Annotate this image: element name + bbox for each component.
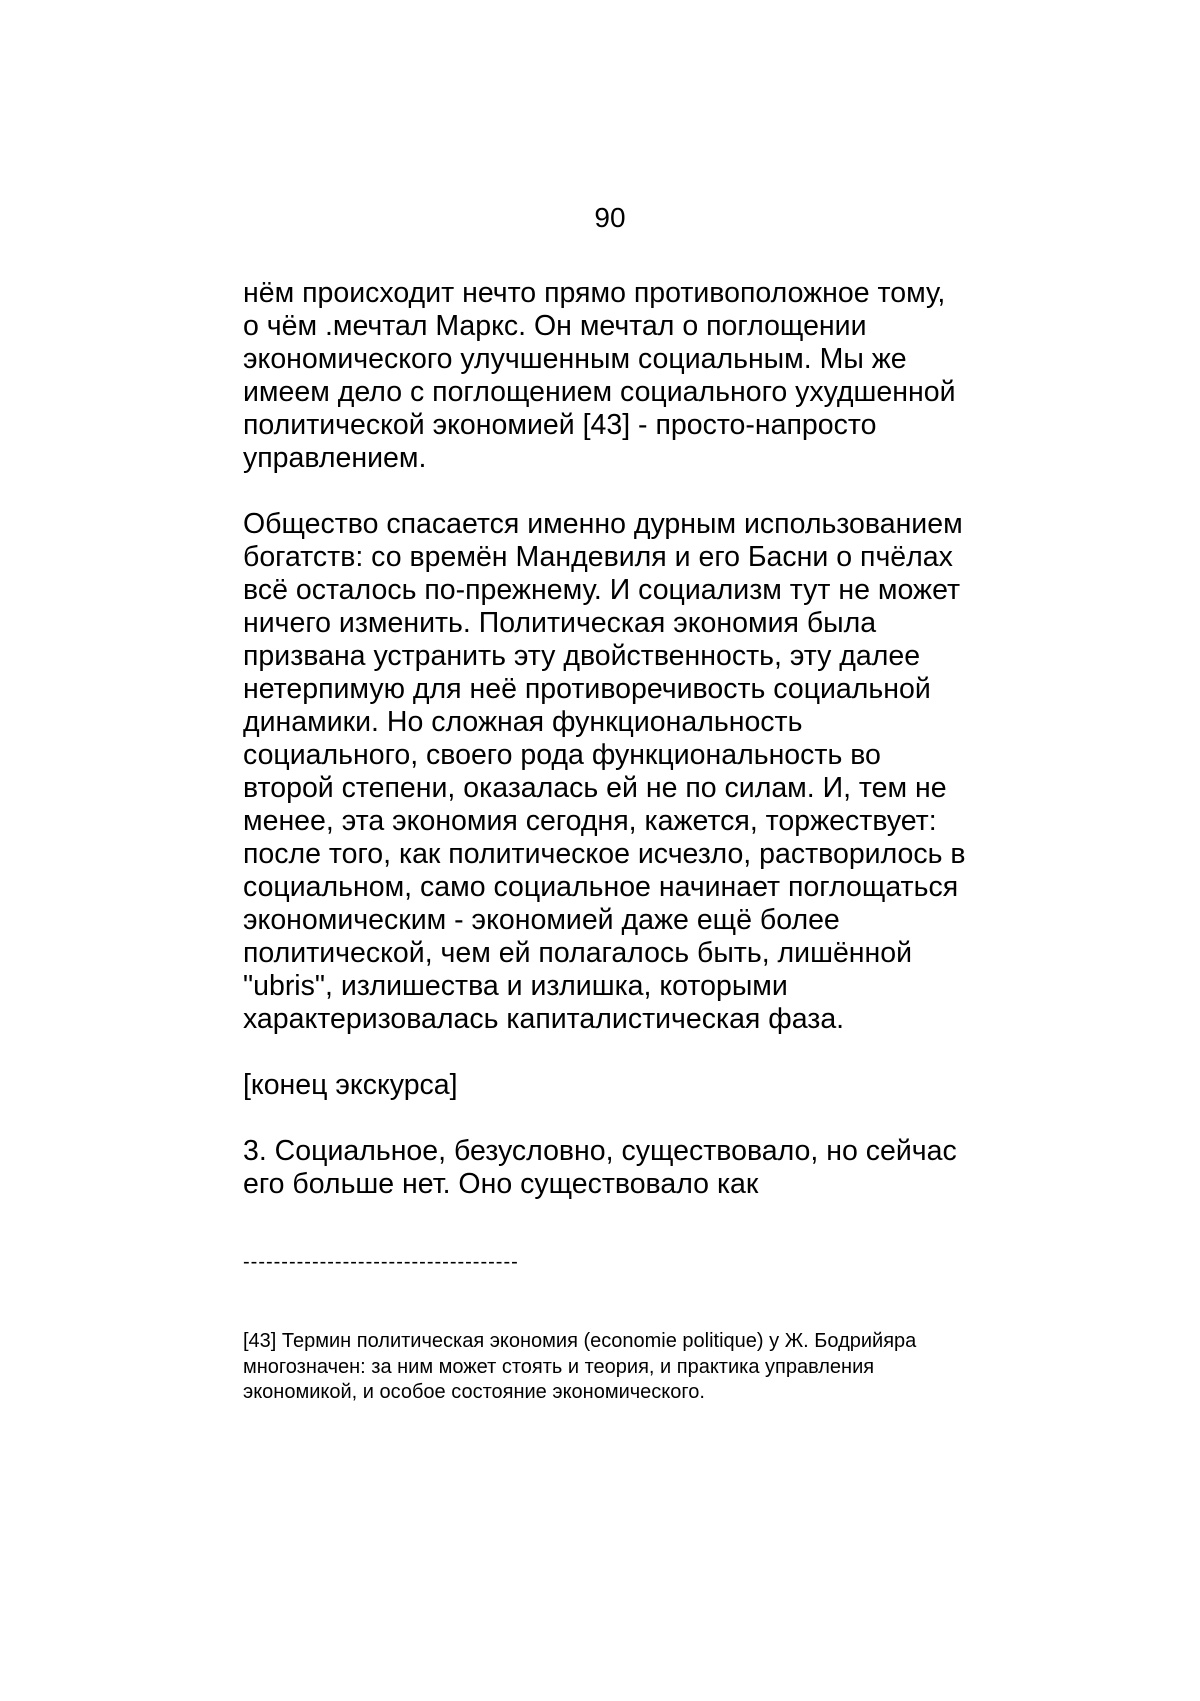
footnote-separator: ------------------------------------ — [243, 1251, 519, 1273]
text-line: политической экономией [43] - просто-напросто — [243, 409, 877, 441]
footnote — [243, 1329, 983, 1406]
body-text — [243, 277, 983, 1234]
text-line: менее, эта экономия сегодня, кажется, торжествует: — [243, 805, 937, 837]
text-line: нём происходит нечто прямо противоположное тому, — [243, 277, 946, 309]
text-line: о чём .мечтал Маркс. Он мечтал о поглощении — [243, 310, 867, 342]
text-line: политической, чем ей полагалось быть, лишённой — [243, 937, 913, 969]
footnote-line: экономикой, и особое состояние экономического. — [243, 1381, 705, 1403]
text-line: всё осталось по-прежнему. И социализм тут не может — [243, 574, 961, 606]
footnote-line: многозначен: за ним может стоять и теория, и практика управления — [243, 1355, 875, 1378]
text-line: 3. Социальное, безусловно, существовало, но сейчас — [243, 1135, 957, 1167]
text-line: Общество спасается именно дурным использованием — [243, 508, 963, 540]
text-line: социальном, само социальное начинает поглощаться — [243, 871, 959, 903]
paragraph-3 — [243, 1069, 983, 1102]
text-line: социального, своего рода функциональность во — [243, 739, 881, 771]
text-line: экономического улучшенным социальным. Мы же — [243, 343, 907, 375]
paragraph-4 — [243, 1135, 983, 1201]
paragraph-2 — [243, 508, 983, 1036]
text-line: второй степени, оказалась ей не по силам. И, тем не — [243, 772, 947, 804]
text-line: характеризовалась капиталистическая фаза. — [243, 1003, 845, 1035]
text-line: динамики. Но сложная функциональность — [243, 706, 803, 738]
text-line: ничего изменить. Политическая экономия была — [243, 607, 877, 639]
paragraph-1 — [243, 277, 983, 475]
footnote-line: [43] Термин политическая экономия (economie politique) у Ж. Бодрийяра — [243, 1330, 917, 1352]
text-line: нетерпимую для неё противоречивость социальной — [243, 673, 931, 705]
page-number: 90 — [594, 202, 626, 233]
text-line: богатств: со времён Мандевиля и его Басни о пчёлах — [243, 541, 953, 573]
text-line: имеем дело с поглощением социального ухудшенной — [243, 376, 956, 408]
text-line: "ubris", излишества и излишка, которыми — [243, 970, 788, 1002]
text-line: экономическим - экономией даже ещё более — [243, 904, 840, 936]
text-line: призвана устранить эту двойственность, эту далее — [243, 640, 921, 672]
text-line: его больше нет. Оно существовало как — [243, 1168, 759, 1200]
text-line: управлением. — [243, 442, 427, 474]
text-line: после того, как политическое исчезло, растворилось в — [243, 838, 966, 870]
text-line: [конец экскурса] — [243, 1069, 458, 1101]
